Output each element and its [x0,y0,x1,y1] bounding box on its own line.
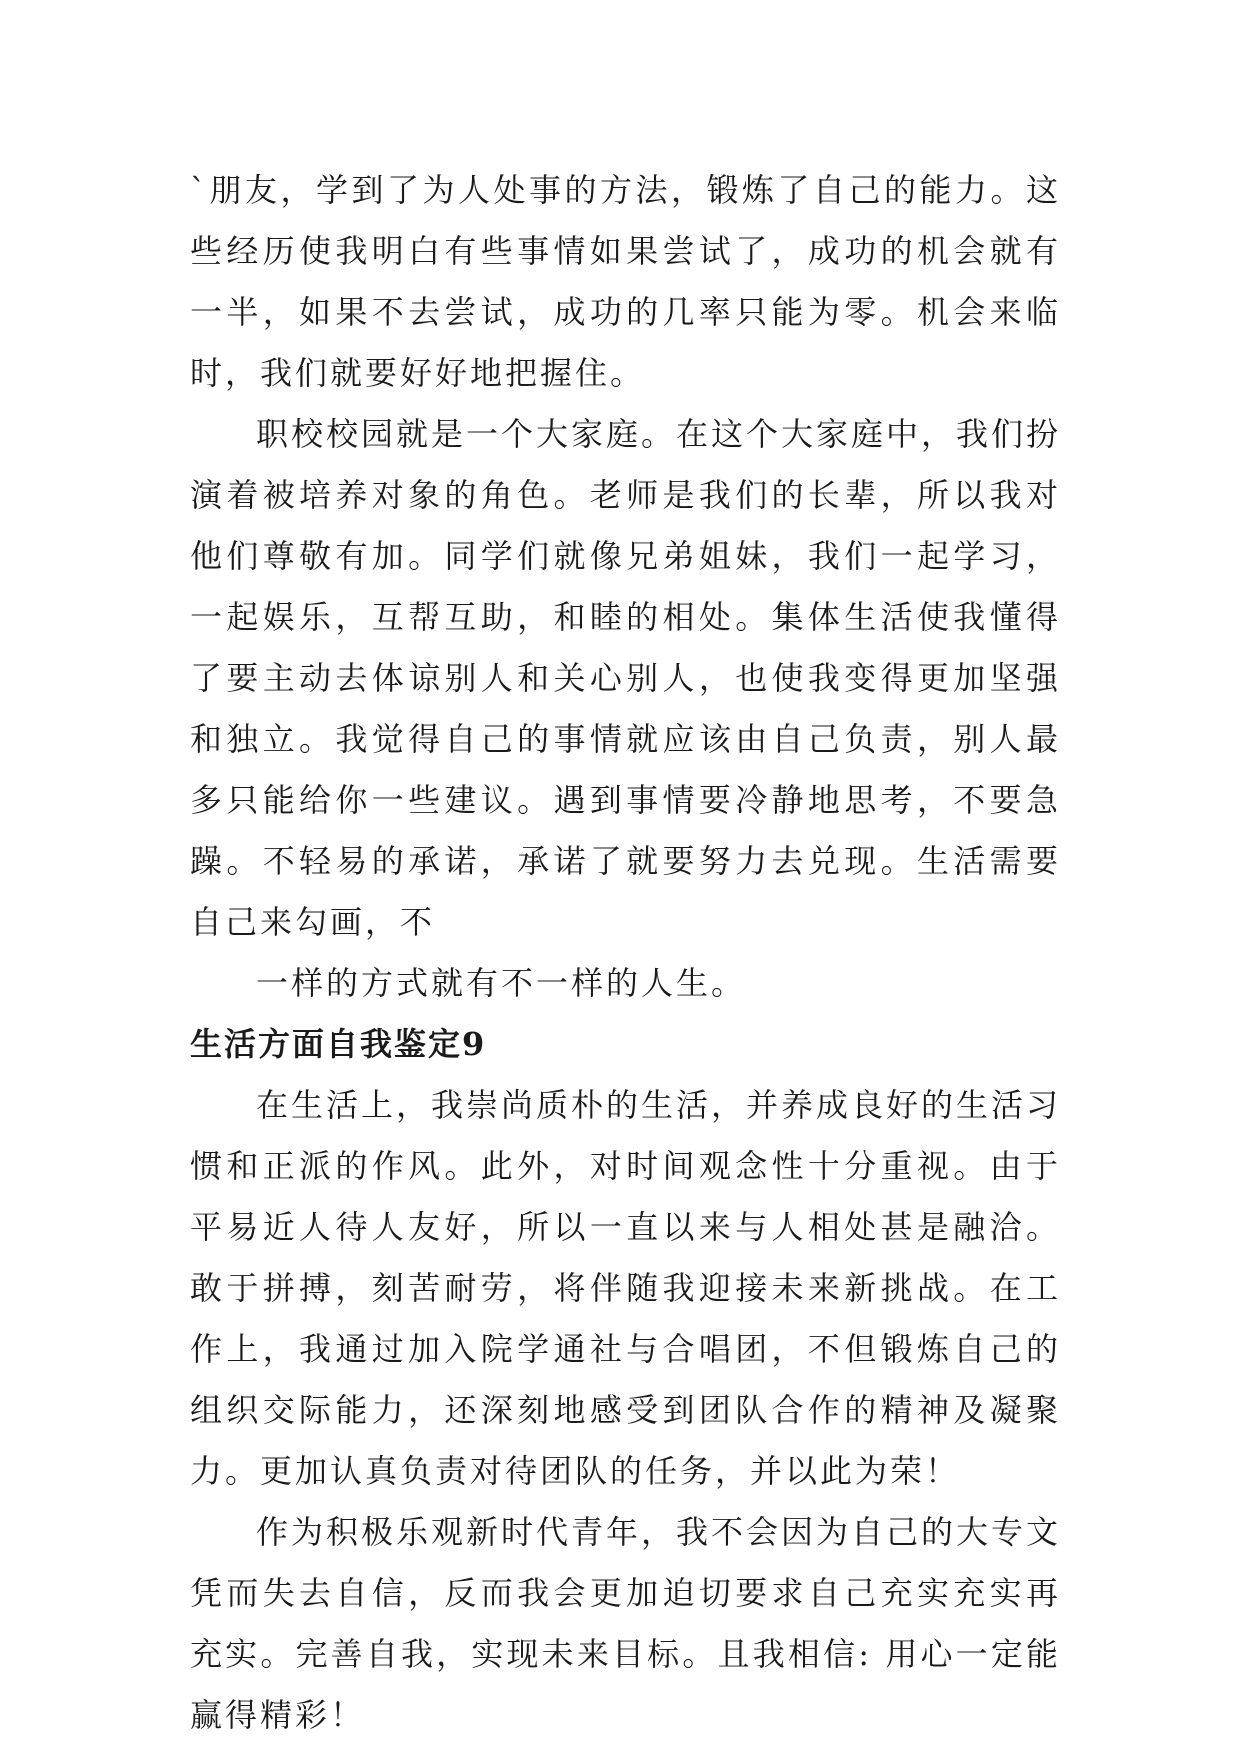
paragraph-campus-family: 职校校园就是一个大家庭。在这个大家庭中，我们扮演着被培养对象的角色。老师是我们的长辈，所以我对他们尊敬有加。同学们就像兄弟姐妹，我们一起学习，一起娱乐，互帮互助，和睦的相处。集体生活使我懂得了要主动去体谅别人和关心别人，也使我变得更加坚强和独立。我觉得自己的事情就应该由自己负责，别人最多只能给你一些建议。遇到事情要冷静地思考，不要急躁。不轻易的承诺，承诺了就要努力去兑现。生活需要自己来勾画，不 [190,415,1062,941]
paragraph-youth: 作为积极乐观新时代青年，我不会因为自己的大专文凭而失去自信，反而我会更加迫切要求自己充实充实再充实。完善自我，实现未来目标。且我相信: 用心一定能赢得精彩！ [190,1513,1062,1734]
section-title: 生活方面自我鉴定9 [190,1025,487,1063]
paragraph-closing-line: 一样的方式就有不一样的人生。 [256,964,747,1002]
paragraph-life: 在生活上，我崇尚质朴的生活，并养成良好的生活习惯和正派的作风。此外，对时间观念性十分重视。由于平易近人待人友好，所以一直以来与人相处甚是融洽。敢于拼搏，刻苦耐劳，将伴随我迎接未来新挑战。在工作上，我通过加入院学通社与合唱团，不但锻炼自己的组织交际能力，还深刻地感受到团队合作的精神及凝聚力。更加认真负责对待团队的任务，并以此为荣！ [190,1086,1062,1490]
paragraph-continuation: `朋友，学到了为人处事的方法，锻炼了自己的能力。这些经历使我明白有些事情如果尝试了，成功的机会就有一半，如果不去尝试，成功的几率只能为零。机会来临时，我们就要好好地把握住。 [190,171,1061,392]
